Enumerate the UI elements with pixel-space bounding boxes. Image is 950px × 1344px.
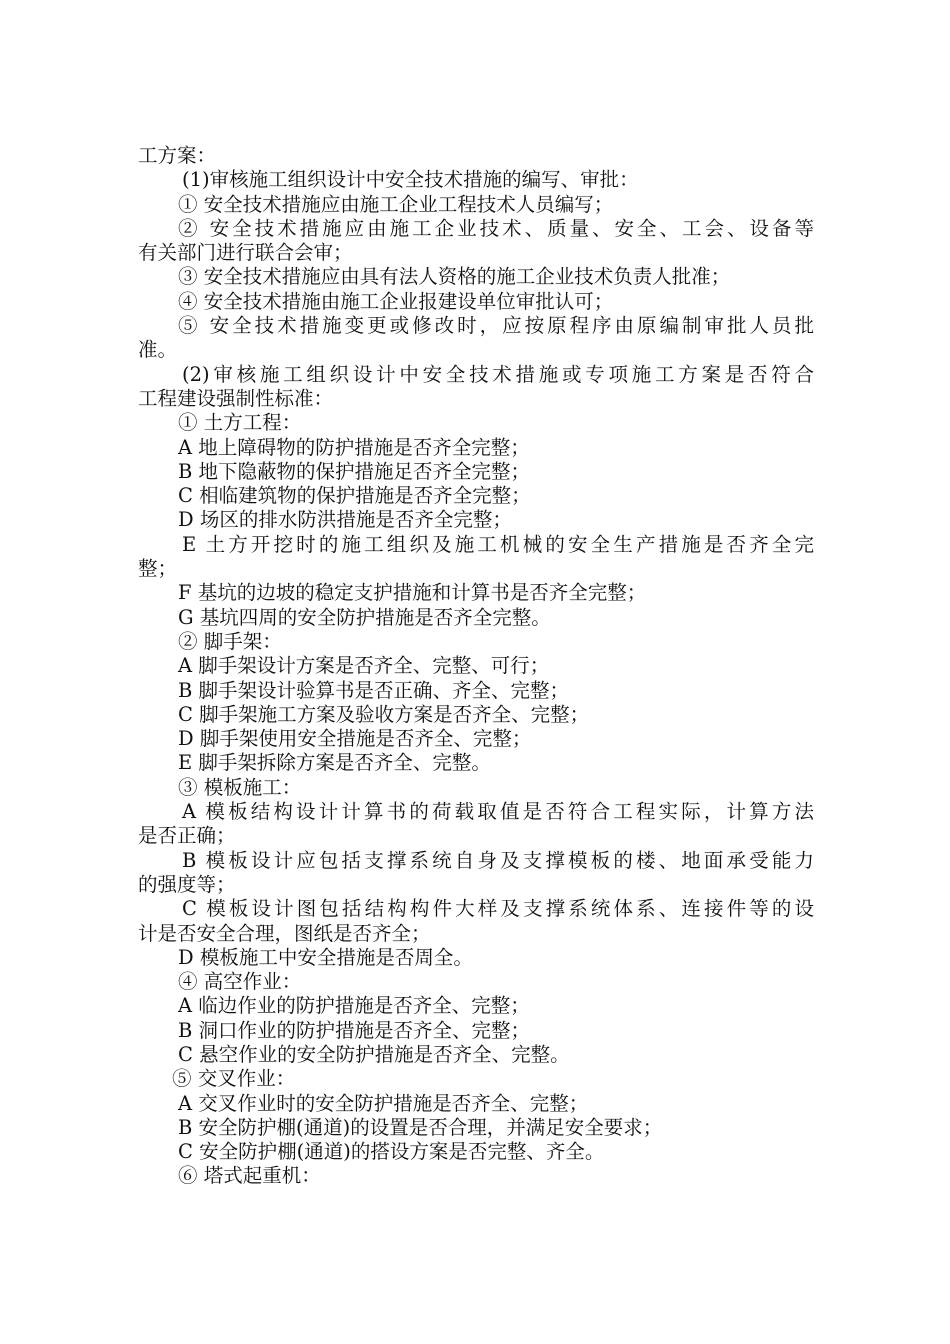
text-line: E 土方开挖时的施工组织及施工机械的安全生产措施是否齐全完: [182, 532, 814, 556]
text-line: 工程建设强制性标准：: [138, 386, 334, 410]
text-line: ③ 安全技术措施应由具有法人资格的施工企业技术负责人批准；: [178, 265, 731, 289]
text-line: ③ 模板施工：: [178, 775, 302, 799]
text-line: 是否正确；: [138, 824, 236, 848]
text-line: C 悬空作业的安全防护措施是否齐全、完整。: [178, 1042, 570, 1066]
text-line: 的强度等；: [138, 872, 236, 896]
text-line: C 脚手架施工方案及验收方案是否齐全、完整；: [178, 702, 590, 726]
text-line: B 地下隐蔽物的保护措施足否齐全完整；: [178, 459, 531, 483]
text-line: 计是否安全合理，图纸是否齐全；: [138, 921, 431, 945]
text-line: ④ 安全技术措施由施工企业报建设单位审批认可；: [178, 289, 614, 313]
text-line: C 模板设计图包括结构构件大样及支撑系统体系、连接件等的设: [182, 897, 814, 921]
text-line: D 模板施工中安全措施是否周全。: [178, 945, 473, 969]
text-line: A 交叉作业时的安全防护措施是否齐全、完整；: [178, 1091, 589, 1115]
text-line: ① 安全技术措施应由施工企业工程技术人员编写；: [178, 192, 614, 216]
text-line: 准。: [138, 338, 178, 362]
text-line: 工方案：: [138, 144, 217, 167]
text-line: ② 脚手架：: [178, 629, 282, 653]
text-line: G 基坑四周的安全防护措施是否齐全完整。: [178, 605, 551, 629]
text-line: F 基坑的边坡的稳定支护措施和计算书是否齐全完整；: [178, 581, 647, 605]
text-line: D 脚手架使用安全措施是否齐全、完整；: [178, 727, 532, 751]
text-line: B 模板设计应包括支撑系统自身及支撑模板的楼、地面承受能力: [182, 848, 814, 872]
text-line: A 地上障碍物的防护措施是否齐全完整；: [178, 435, 530, 459]
text-line: ④ 高空作业：: [178, 970, 302, 994]
text-line: 整；: [138, 557, 178, 581]
text-line: A 模板结构设计计算书的荷载取值是否符合工程实际，计算方法: [182, 800, 814, 824]
text-line: ⑤ 安全技术措施变更或修改时，应按原程序由原编制审批人员批: [178, 314, 814, 338]
text-line: B 安全防护棚(通道)的设置是否合理，并满足安全要求；: [178, 1115, 663, 1139]
text-line: C 相临建筑物的保护措施是否齐全完整；: [178, 484, 531, 508]
text-line: A 脚手架设计方案是否齐全、完整、可行；: [178, 654, 550, 678]
text-line: (1)审核施工组织设计中安全技术措施的编写、审批：: [182, 168, 639, 192]
text-line: ② 安全技术措施应由施工企业技术、质量、安全、工会、设备等: [178, 216, 814, 240]
text-line: A 临边作业的防护措施是否齐全、完整；: [178, 994, 530, 1018]
document-body: [138, 144, 814, 1189]
text-line: ⑥ 塔式起重机：: [178, 1164, 321, 1188]
text-line: ⑤ 交叉作业：: [172, 1067, 296, 1091]
text-line: B 脚手架设计验算书是否正确、齐全、完整；: [178, 678, 570, 702]
text-line: E 脚手架拆除方案是否齐全、完整。: [178, 751, 491, 775]
text-line: (2)审核施工组织设计中安全技术措施或专项施工方案是否符合: [182, 362, 814, 386]
text-line: D 场区的排水防洪措施是否齐全完整；: [178, 508, 512, 532]
text-line: C 安全防护棚(通道)的搭设方案是否完整、齐全。: [178, 1140, 605, 1164]
text-line: B 洞口作业的防护措施是否齐全、完整；: [178, 1018, 531, 1042]
text-line: 有关部门进行联合会审；: [138, 241, 353, 265]
text-line: ① 土方工程：: [178, 411, 302, 435]
